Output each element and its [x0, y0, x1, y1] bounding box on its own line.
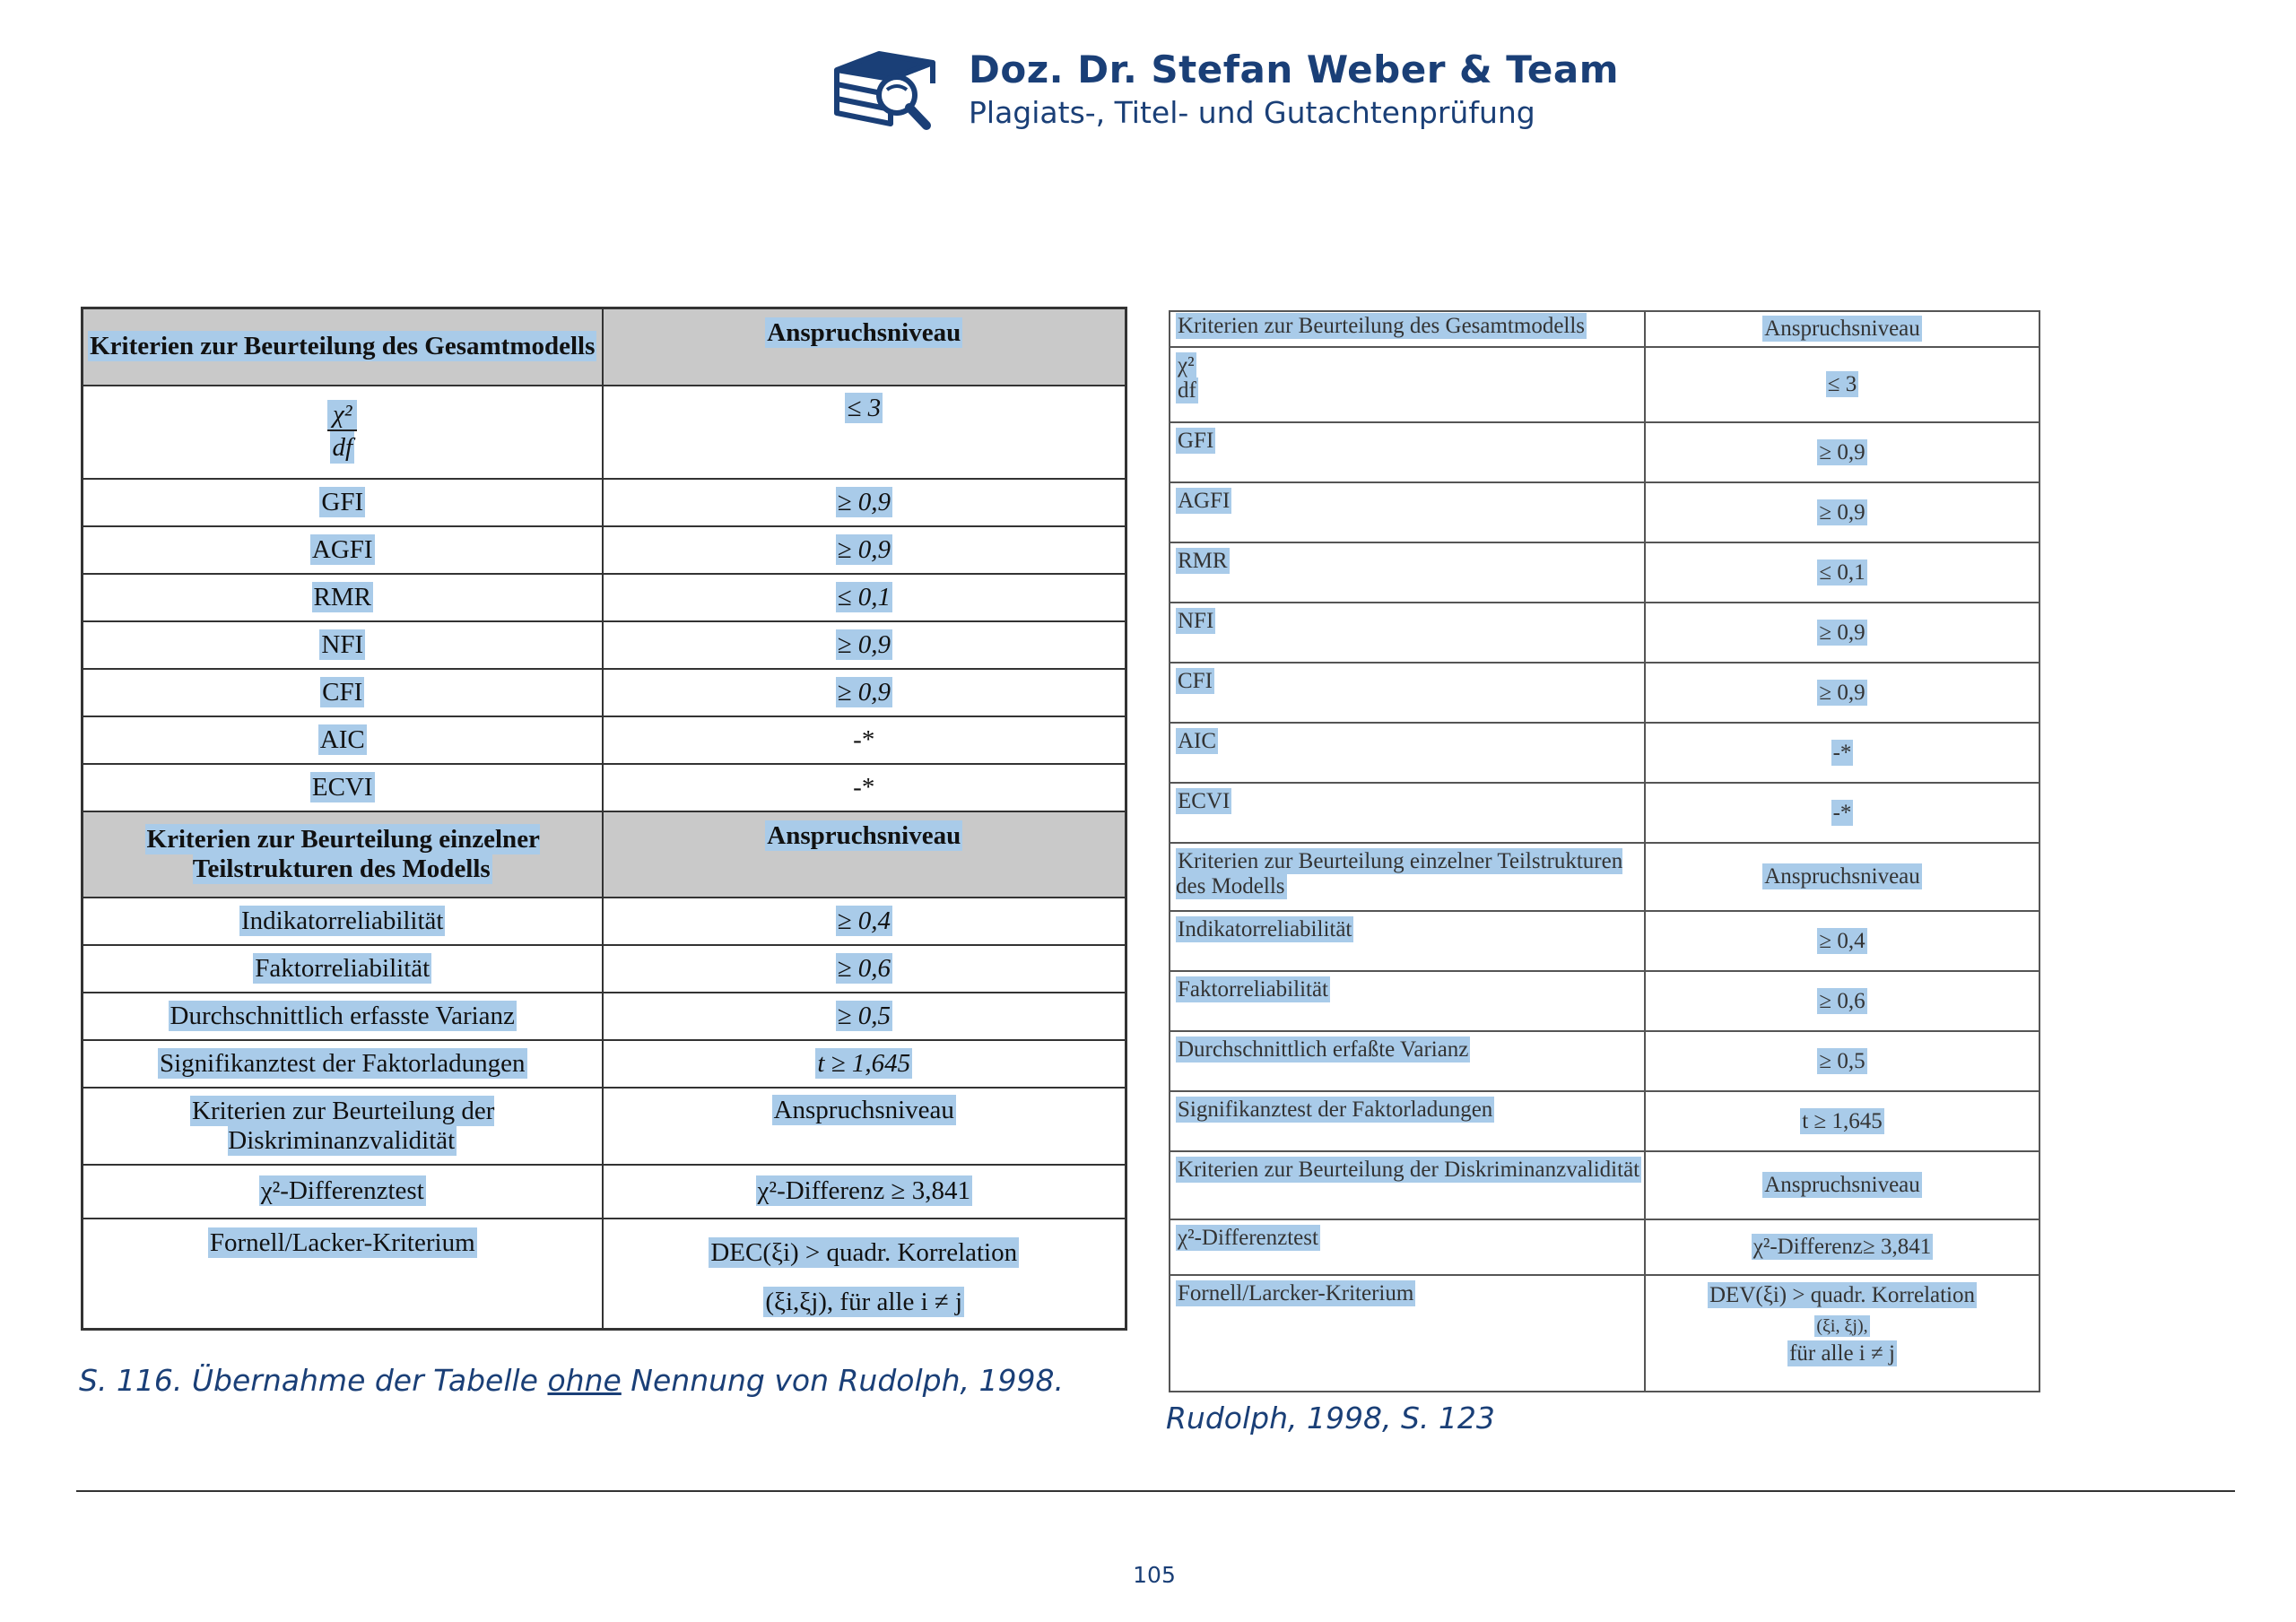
criteria-cell: Signifikanztest der Faktorladungen [1178, 1097, 1493, 1122]
table-row [83, 1088, 1126, 1165]
table-row [1170, 422, 2039, 482]
level-value: t ≥ 1,645 [1802, 1108, 1883, 1133]
level-value: -* [853, 724, 875, 754]
criteria-cell: Fornell/Lacker-Kriterium [209, 1227, 475, 1257]
level-value: ≥ 0,9 [837, 677, 891, 707]
level-value: ≥ 0,9 [837, 629, 891, 659]
criteria-cell: AGFI [311, 534, 373, 564]
table-row [83, 479, 1126, 526]
criteria-cell: NFI [1178, 609, 1214, 633]
table-row [83, 993, 1126, 1040]
criteria-cell: Durchschnittlich erfaßte Varianz [1178, 1037, 1469, 1062]
table-row [1170, 603, 2039, 663]
criteria-cell: CFI [1178, 669, 1213, 693]
table-row [83, 1165, 1126, 1219]
level-value: (ξi,ξj), für alle i ≠ j [765, 1287, 963, 1316]
level-value: ≥ 0,5 [837, 1001, 891, 1030]
level-value: ≥ 0,6 [837, 953, 891, 983]
criteria-cell: RMR [313, 582, 371, 612]
table-row [1170, 723, 2039, 783]
table-row [1170, 1275, 2039, 1392]
table-row [83, 764, 1126, 811]
level-value: χ²-Differenz≥ 3,841 [1752, 1235, 1932, 1259]
level-value: ≥ 0,9 [837, 487, 891, 516]
level-value: ≥ 0,4 [837, 906, 891, 935]
table-row [83, 621, 1126, 669]
header-level-cell: Anspruchsniveau [1764, 1173, 1920, 1197]
level-value: ≥ 0,9 [1819, 499, 1866, 525]
level-value: ≤ 3 [847, 393, 882, 422]
footer-divider [76, 1490, 2235, 1492]
criteria-cell: GFI [321, 487, 364, 516]
criteria-cell: Signifikanztest der Faktorladungen [159, 1048, 526, 1078]
criteria-cell: AGFI [1178, 489, 1231, 513]
criteria-cell: RMR [1178, 549, 1228, 573]
level-value: für alle i ≠ j [1789, 1341, 1895, 1366]
table-header-row [1170, 311, 2039, 347]
header-level-cell: Anspruchsniveau [767, 820, 961, 850]
table-row [1170, 663, 2039, 723]
right-criteria-table [1169, 310, 2040, 1392]
criteria-cell: GFI [1178, 429, 1214, 453]
header-criteria-cell: Kriterien zur Beurteilung des Gesamtmodells [90, 332, 596, 361]
criteria-cell: ECVI [311, 772, 373, 802]
level-value: -* [1832, 740, 1852, 765]
table-row [83, 1219, 1126, 1330]
criteria-cell: Indikatorreliabilität [241, 906, 444, 935]
level-value: -* [853, 772, 875, 802]
left-caption: S. 116. Übernahme der Tabelle ohne Nennung von Rudolph, 1998. [79, 1363, 1064, 1398]
level-value: ≥ 0,9 [837, 534, 891, 564]
header-level-cell: Anspruchsniveau [1764, 317, 1920, 341]
level-value: ≤ 3 [1827, 372, 1857, 396]
table-header-row [83, 811, 1126, 898]
header-criteria-cell: Kriterien zur Beurteilung der Diskriminanzvalidität [192, 1096, 495, 1155]
header-level-cell: Anspruchsniveau [1764, 864, 1920, 889]
table-row [1170, 1151, 2039, 1219]
table-row [1170, 971, 2039, 1031]
table-header-row [83, 308, 1126, 386]
criteria-cell: Faktorreliabilität [255, 953, 430, 983]
criteria-cell: CFI [322, 677, 363, 707]
criteria-cell: AIC [1178, 729, 1217, 753]
level-value: ≥ 0,4 [1819, 928, 1866, 953]
table-header-row [1170, 843, 2039, 911]
book-stack-magnifier-icon [830, 43, 942, 137]
left-criteria-table [81, 307, 1127, 1331]
page-header [830, 36, 1619, 143]
chi-numerator: χ² [1178, 353, 1195, 377]
level-value: ≥ 0,9 [1819, 680, 1866, 705]
header-criteria-cell: Kriterien zur Beurteilung einzelner Teilstrukturen des Modells [146, 824, 540, 883]
brand-subtitle: Plagiats-, Titel- und Gutachtenprüfung [969, 94, 1535, 130]
level-value: DEV(ξi) > quadr. Korrelation [1709, 1283, 1975, 1307]
table-row [83, 526, 1126, 574]
criteria-cell: Indikatorreliabilität [1178, 917, 1352, 941]
table-row [1170, 1091, 2039, 1151]
level-value: ≥ 0,9 [1819, 439, 1866, 464]
level-value: ≤ 0,1 [837, 582, 891, 612]
table-row [1170, 347, 2039, 422]
criteria-cell: χ²-Differenztest [1178, 1226, 1318, 1250]
table-row [83, 669, 1126, 716]
brand-name: Doz. Dr. Stefan Weber & Team [969, 48, 1619, 92]
level-value: t ≥ 1,645 [817, 1048, 911, 1078]
table-row [1170, 911, 2039, 971]
table-row [1170, 783, 2039, 843]
underlined-word: ohne [547, 1363, 622, 1398]
level-value: ≤ 0,1 [1819, 559, 1866, 585]
header-level-cell: Anspruchsniveau [767, 318, 961, 347]
table-row [83, 716, 1126, 764]
header-criteria-cell: Kriterien zur Beurteilung der Diskriminanzvalidität [1178, 1158, 1640, 1182]
header-criteria-cell: Kriterien zur Beurteilung einzelner Teilstrukturen des Modells [1176, 849, 1623, 898]
right-caption: Rudolph, 1998, S. 123 [1166, 1401, 1495, 1436]
table-row [1170, 542, 2039, 603]
criteria-cell: NFI [321, 629, 364, 659]
table-row [83, 898, 1126, 945]
level-value: χ²-Differenz ≥ 3,841 [757, 1176, 970, 1205]
level-value: ≥ 0,9 [1819, 620, 1866, 645]
table-row [1170, 1031, 2039, 1091]
table-row [83, 386, 1126, 479]
table-row [1170, 1219, 2039, 1275]
criteria-cell: χ²-Differenztest [260, 1176, 424, 1205]
table-row [83, 574, 1126, 621]
table-row [83, 945, 1126, 993]
criteria-cell: Faktorreliabilität [1178, 977, 1329, 1002]
level-value: ≥ 0,5 [1819, 1048, 1866, 1073]
chi-denominator: df [1178, 378, 1196, 403]
criteria-cell: Durchschnittlich erfasste Varianz [170, 1001, 515, 1030]
level-value: (ξi, ξj), [1816, 1315, 1868, 1336]
header-level-cell: Anspruchsniveau [773, 1095, 954, 1124]
table-row [83, 1040, 1126, 1088]
criteria-cell: ECVI [1178, 789, 1231, 813]
header-criteria-cell: Kriterien zur Beurteilung des Gesamtmodells [1178, 314, 1586, 338]
level-value: -* [1832, 800, 1852, 825]
criteria-cell: AIC [319, 724, 365, 754]
criteria-cell: Fornell/Larcker-Kriterium [1178, 1281, 1414, 1305]
table-row [1170, 482, 2039, 542]
level-value: ≥ 0,6 [1819, 988, 1866, 1013]
page-number: 105 [1133, 1562, 1176, 1588]
chi-df-fraction: $\frac{\text{χ²}}{df}$ [327, 400, 357, 464]
level-value: DEC(ξi) > quadr. Korrelation [710, 1237, 1018, 1267]
